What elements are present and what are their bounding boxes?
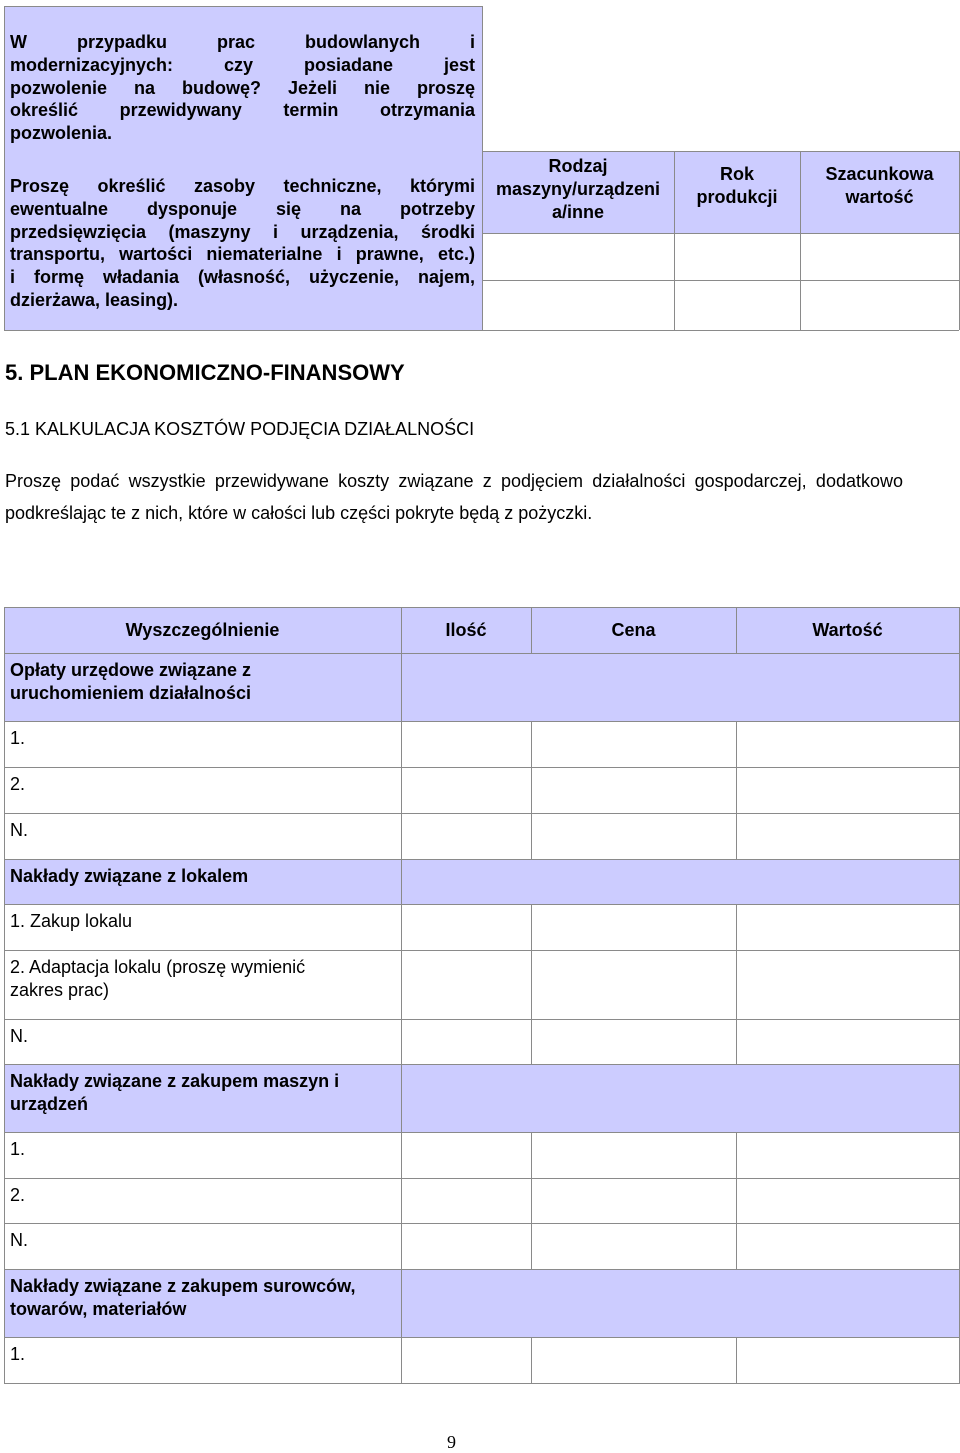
value-cell[interactable] [737, 951, 959, 1019]
table-rule [531, 813, 532, 859]
item-row-label [10, 1184, 395, 1207]
header-value: Wartość [812, 620, 883, 640]
row-label-line: zakres prac) [10, 979, 110, 1000]
value-cell[interactable] [737, 722, 959, 767]
header-estimated-value: Szacunkowa wartość [825, 164, 934, 207]
table-rule [4, 607, 960, 608]
table-rule [736, 1019, 737, 1064]
quantity-cell[interactable] [402, 722, 531, 767]
table-rule [4, 1383, 960, 1384]
item-row-label [10, 1229, 395, 1252]
item-row-label [10, 910, 395, 933]
header-item: Wyszczególnienie [125, 620, 280, 640]
table-rule [736, 813, 737, 859]
table-rule [4, 813, 960, 814]
category-row-label [10, 1070, 395, 1116]
row-label-line: 1. Zakup lokalu [10, 911, 133, 931]
price-cell[interactable] [532, 1338, 736, 1383]
value-cell[interactable] [737, 1224, 959, 1269]
value-cell[interactable] [737, 1338, 959, 1383]
row-label-line: towarów, materiałów [10, 1298, 187, 1319]
table-rule [531, 1132, 532, 1178]
category-row-label [10, 865, 395, 888]
table-rule [4, 607, 5, 1383]
category-row-label [10, 1275, 395, 1321]
row-label-line: Opłaty urzędowe związane z [10, 660, 252, 680]
table-rule [531, 1223, 532, 1269]
row-label-line: urządzeń [10, 1093, 89, 1114]
table-rule [531, 767, 532, 813]
row-label-line: 1. [10, 728, 26, 748]
intro-paragraph: Proszę podać wszystkie przewidywane koszty związane z podjęciem działalności gospodarczej, dodatkowo podkreślając te z nich, które w całości lub części pokryte będą z pożyczki. [5, 471, 903, 523]
table-rule [4, 859, 960, 860]
item-row-label [10, 773, 395, 796]
table-rule [4, 653, 960, 654]
table-rule [4, 1064, 960, 1065]
price-cell[interactable] [532, 951, 736, 1019]
price-cell[interactable] [532, 1133, 736, 1178]
row-label-line: N. [10, 1026, 28, 1046]
price-cell[interactable] [532, 814, 736, 859]
table-rule [736, 904, 737, 950]
quantity-cell[interactable] [402, 768, 531, 813]
item-row-label [10, 956, 395, 1002]
value-cell[interactable] [737, 1179, 959, 1223]
table-rule [4, 950, 960, 951]
price-cell[interactable] [532, 768, 736, 813]
table-rule [4, 1019, 960, 1020]
quantity-cell[interactable] [402, 1133, 531, 1178]
value-cell[interactable] [737, 814, 959, 859]
table-rule [736, 950, 737, 1019]
price-cell[interactable] [532, 722, 736, 767]
quantity-cell[interactable] [402, 951, 531, 1019]
table-rule [4, 1337, 960, 1338]
table-rule [531, 721, 532, 767]
price-cell[interactable] [532, 1020, 736, 1064]
header-machine-type: Rodzaj maszyny/urządzeni a/inne [495, 156, 661, 222]
table-rule [531, 607, 532, 653]
table-rule [736, 721, 737, 767]
value-cell[interactable] [737, 1020, 959, 1064]
table-rule [4, 1132, 960, 1133]
row-label-line: 2. [10, 1185, 26, 1205]
quantity-cell[interactable] [402, 905, 531, 950]
price-cell[interactable] [532, 905, 736, 950]
item-row-label [10, 1138, 395, 1161]
table-rule [736, 1178, 737, 1223]
row-label-line: 1. [10, 1139, 26, 1159]
table-rule [4, 904, 960, 905]
price-cell[interactable] [532, 1224, 736, 1269]
table-rule [4, 767, 960, 768]
table-rule [736, 1132, 737, 1178]
technical-resources-question: Proszę określić zasoby techniczne, którymi ewentualne dysponuje się na potrzeby przedsięwzięcia (maszyny i urządzenia, środki transportu, wartości niematerialne i prawne, etc.) i formę władania (własność, użyczenie, najem, dzierżawa, leasing). [10, 176, 475, 310]
quantity-cell[interactable] [402, 1020, 531, 1064]
subsection-title: 5.1 KALKULACJA KOSZTÓW PODJĘCIA DZIAŁALNOŚCI [5, 419, 475, 439]
header-production-year: Rok produkcji [696, 164, 778, 207]
table-rule [4, 1269, 960, 1270]
table-rule [4, 721, 960, 722]
table-rule [531, 1019, 532, 1064]
table-rule [531, 1337, 532, 1383]
quantity-cell[interactable] [402, 814, 531, 859]
page-number: 9 [447, 1432, 456, 1452]
table-rule [4, 1178, 960, 1179]
table-rule [736, 607, 737, 653]
table-rule [531, 950, 532, 1019]
item-row-label [10, 819, 395, 842]
header-quantity: Ilość [445, 620, 487, 640]
table-rule [736, 1223, 737, 1269]
value-cell[interactable] [737, 1133, 959, 1178]
item-row-label [10, 1343, 395, 1366]
value-cell[interactable] [737, 905, 959, 950]
table-rule [4, 1223, 960, 1224]
table-rule [736, 767, 737, 813]
row-label-line: N. [10, 820, 28, 840]
item-row-label [10, 1025, 395, 1048]
row-label-line: 2. [10, 774, 26, 794]
row-label-line: uruchomieniem działalności [10, 682, 252, 703]
table-rule [531, 1178, 532, 1223]
header-price: Cena [611, 620, 656, 640]
row-label-line: Nakłady związane z zakupem surowców, [10, 1276, 356, 1296]
category-row-label [10, 659, 395, 705]
table-rule [531, 904, 532, 950]
quantity-cell[interactable] [402, 1338, 531, 1383]
row-label-line: 2. Adaptacja lokalu (proszę wymienić [10, 957, 306, 977]
table-rule [401, 607, 402, 1383]
item-row-label [10, 727, 395, 750]
value-cell[interactable] [737, 768, 959, 813]
table-rule [736, 1337, 737, 1383]
quantity-cell[interactable] [402, 1224, 531, 1269]
row-label-line: N. [10, 1230, 28, 1250]
building-permit-question: W przypadku prac budowlanych i modernizacyjnych: czy posiadane jest pozwolenie na budowę? Jeżeli nie proszę określić przewidywany termin otrzymania pozwolenia. [10, 32, 475, 144]
row-label-line: Nakłady związane z zakupem maszyn i [10, 1071, 340, 1091]
row-label-line: 1. [10, 1344, 26, 1364]
price-cell[interactable] [532, 1179, 736, 1223]
quantity-cell[interactable] [402, 1179, 531, 1223]
section-title: 5. PLAN EKONOMICZNO-FINANSOWY [5, 360, 405, 385]
row-label-line: Nakłady związane z lokalem [10, 866, 249, 886]
